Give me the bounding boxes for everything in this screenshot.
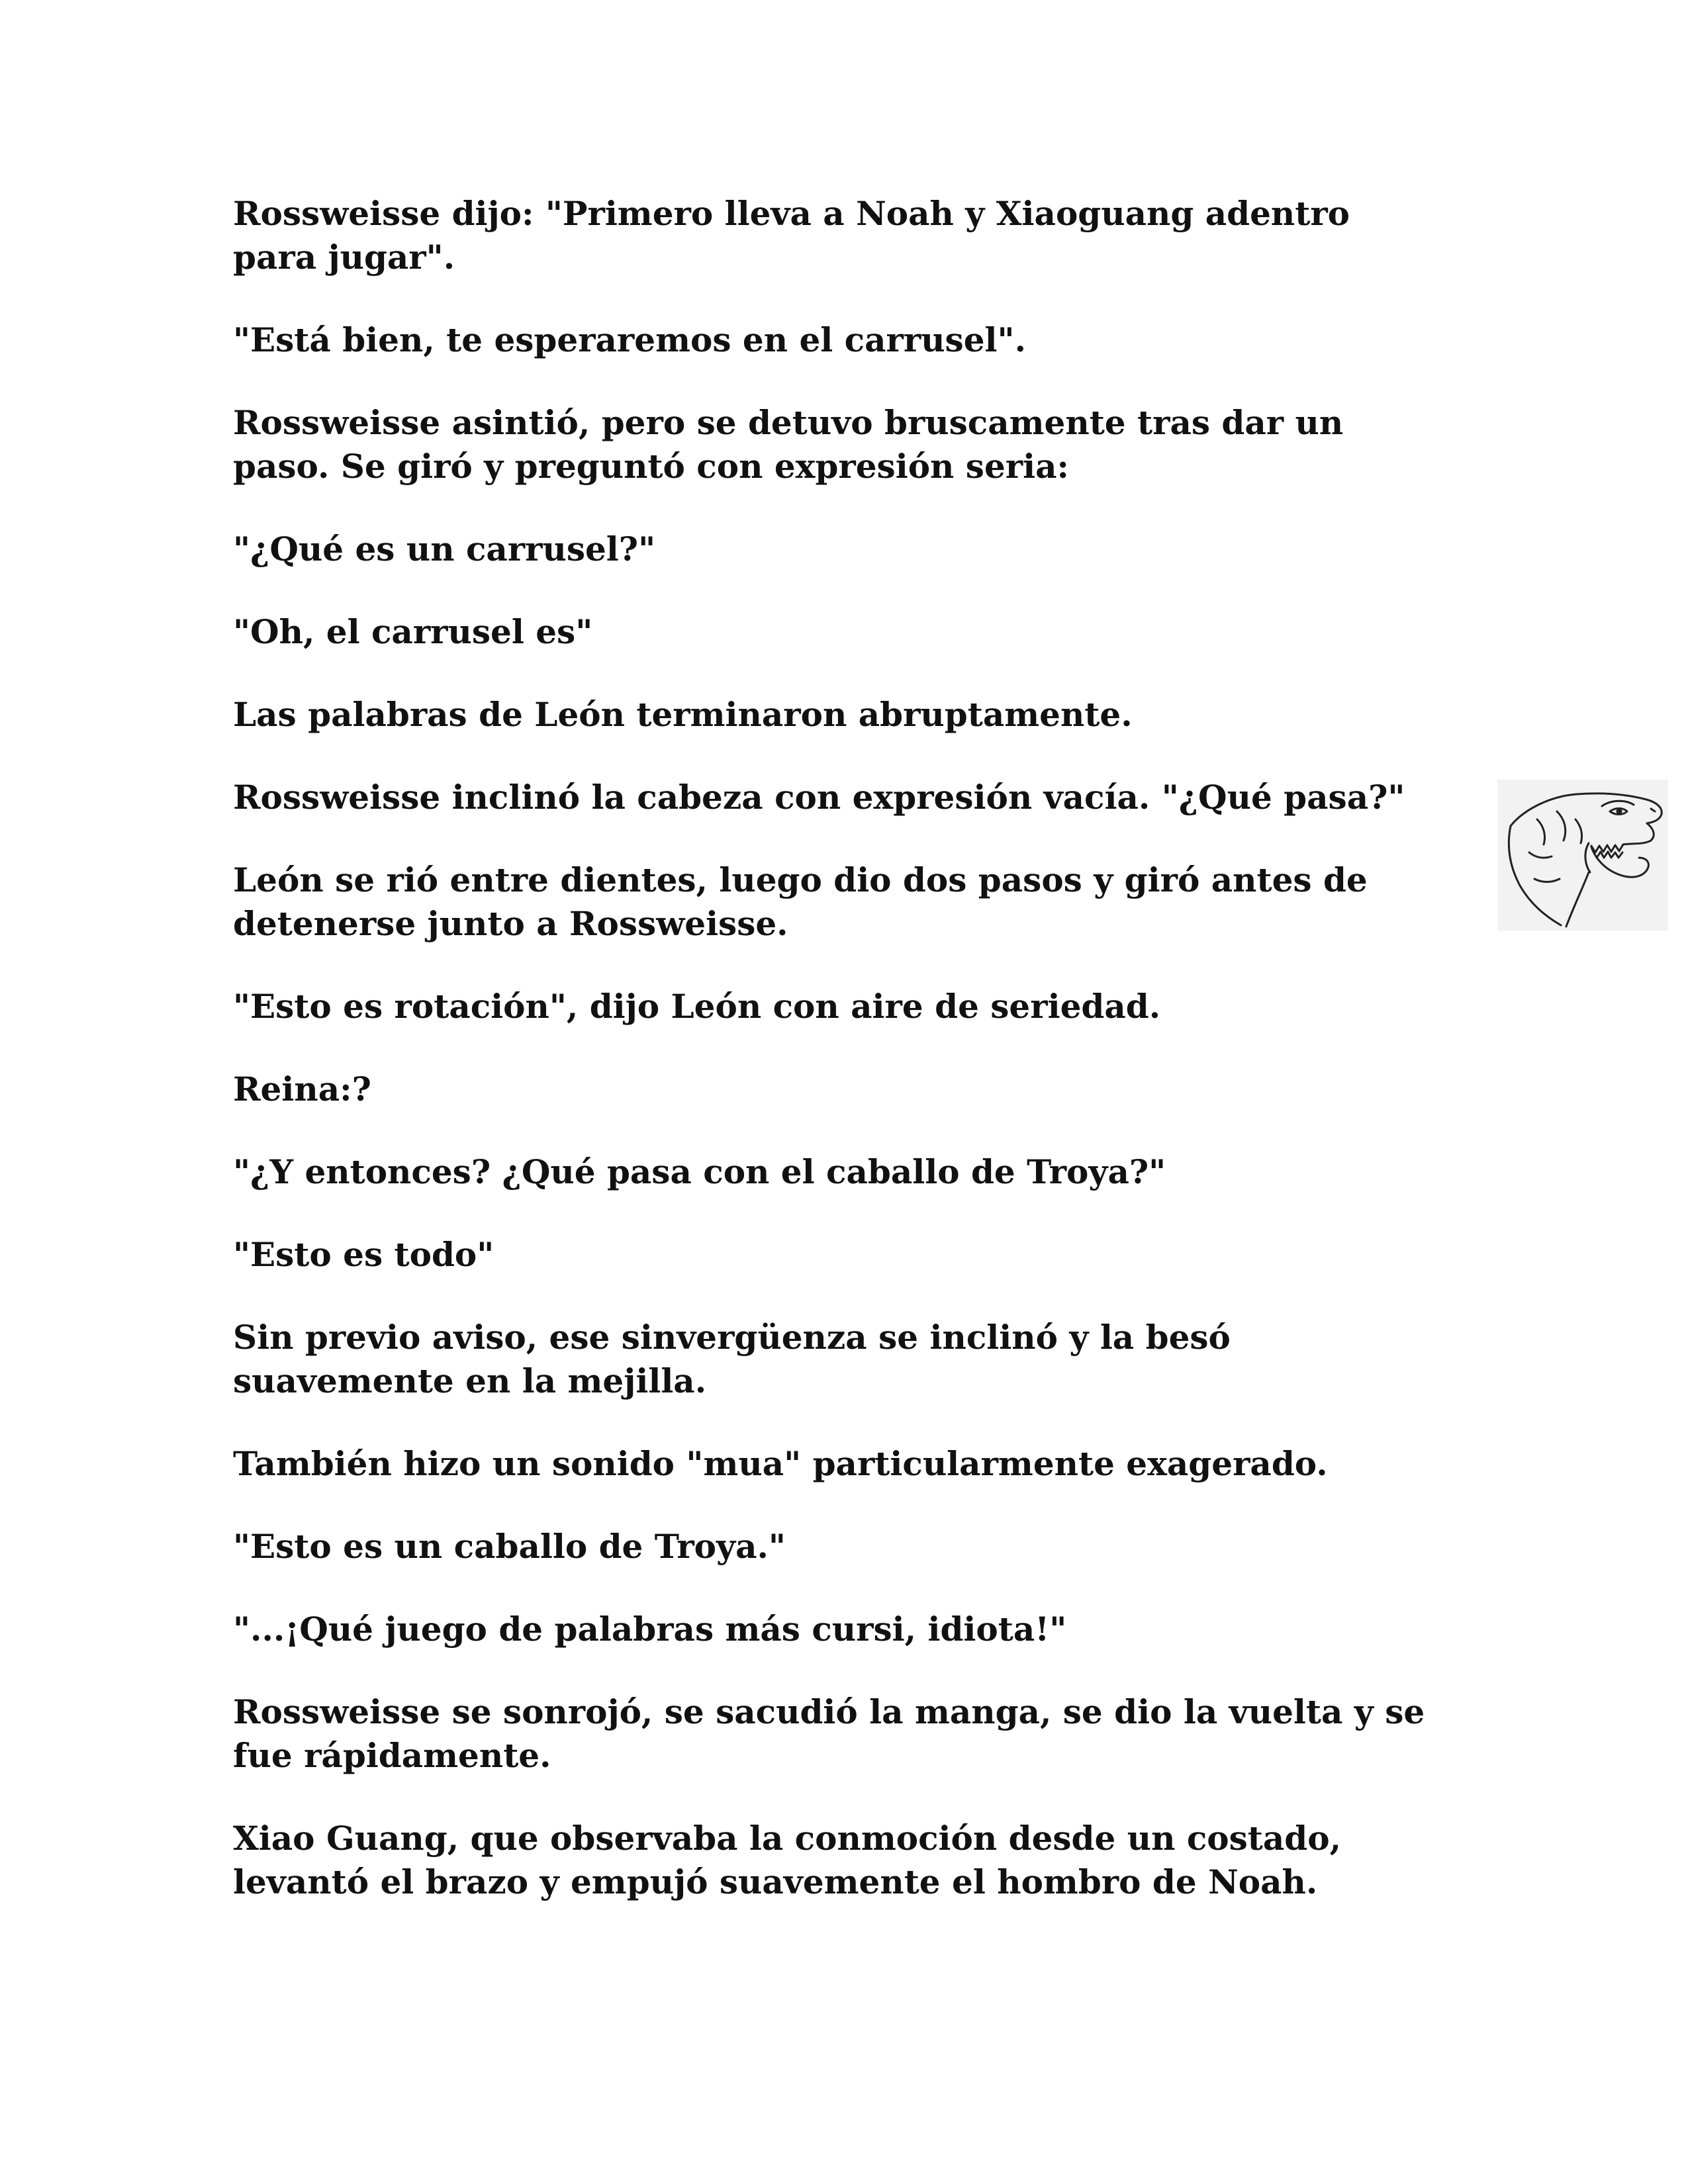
paragraph: "¿Qué es un carrusel?"	[233, 529, 656, 569]
paragraph: Xiao Guang, que observaba la conmoción desde un costado, levantó el brazo y empujó suavemente el hombro de Noah.	[233, 1819, 1341, 1901]
page-body	[233, 192, 1444, 1943]
paragraph: Las palabras de León terminaron abruptamente.	[233, 695, 1133, 734]
paragraph: Rossweisse dijo: "Primero lleva a Noah y Xiaoguang adentro para jugar".	[233, 194, 1350, 277]
paragraph: "¿Y entonces? ¿Qué pasa con el caballo de Troya?"	[233, 1152, 1166, 1191]
paragraph: "Esto es un caballo de Troya."	[233, 1527, 786, 1566]
paragraph: Rossweisse se sonrojó, se sacudió la manga, se dio la vuelta y se fue rápidamente.	[233, 1692, 1425, 1775]
paragraph: "Está bien, te esperaremos en el carrusel".	[233, 320, 1026, 359]
paragraph: "...¡Qué juego de palabras más cursi, idiota!"	[233, 1610, 1067, 1649]
paragraph: Rossweisse asintió, pero se detuvo bruscamente tras dar un paso. Se giró y preguntó con expresión seria:	[233, 403, 1344, 486]
paragraph: "Oh, el carrusel es"	[233, 612, 593, 651]
paragraph: "Esto es todo"	[233, 1235, 494, 1274]
paragraph: "Esto es rotación", dijo León con aire de seriedad.	[233, 987, 1161, 1026]
dinosaur-head-icon	[1497, 780, 1668, 931]
paragraph: Reina:?	[233, 1069, 371, 1109]
paragraph: Sin previo aviso, ese sinvergüenza se inclinó y la besó suavemente en la mejilla.	[233, 1318, 1231, 1400]
paragraph: Rossweisse inclinó la cabeza con expresión vacía. "¿Qué pasa?"	[233, 778, 1405, 817]
paragraph: León se rió entre dientes, luego dio dos pasos y giró antes de detenerse junto a Rossweisse.	[233, 860, 1368, 943]
paragraph: También hizo un sonido "mua" particularmente exagerado.	[233, 1444, 1328, 1483]
